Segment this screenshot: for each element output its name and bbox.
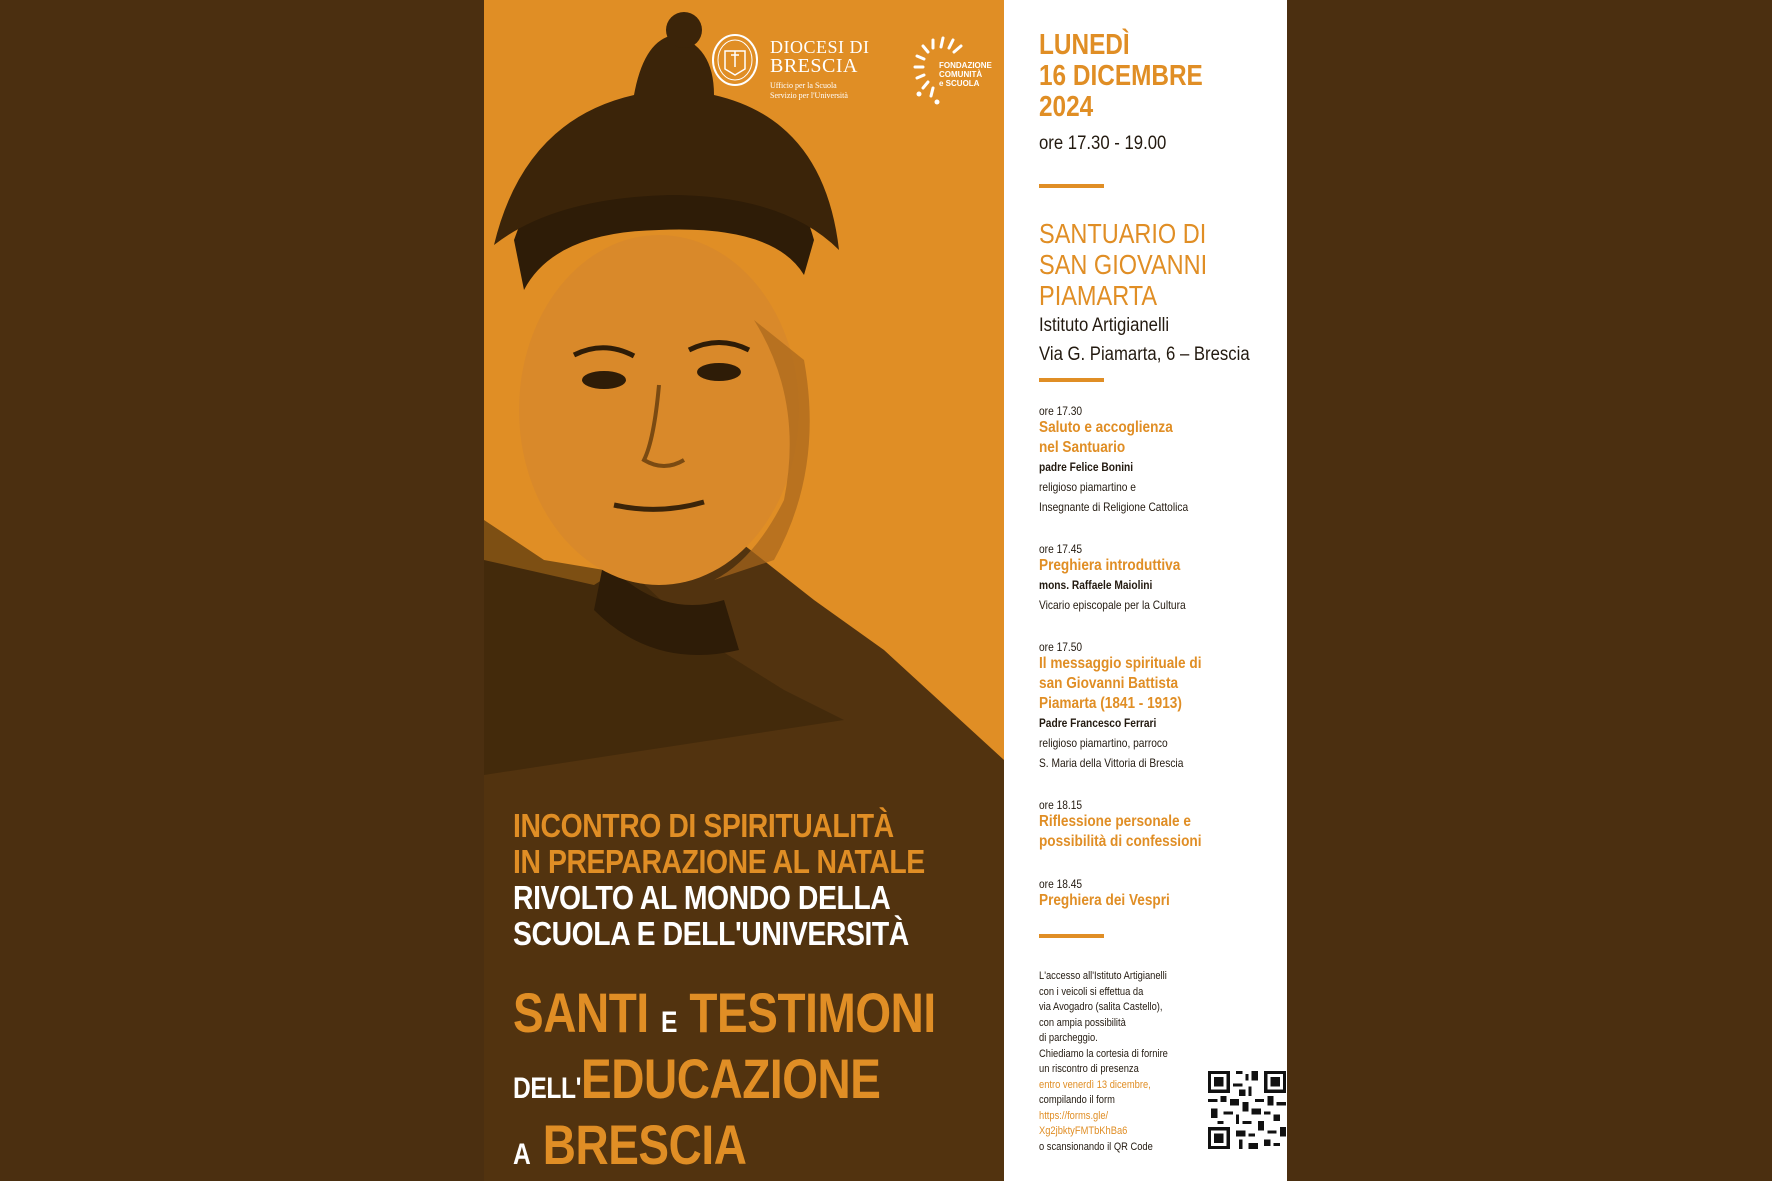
program-item — [1039, 798, 1289, 852]
poster-left-panel — [484, 0, 1004, 1181]
heading-line-4: SCUOLA E DELL'UNIVERSITÀ — [513, 915, 909, 952]
diocese-office-line-1: Ufficio per la Scuola — [770, 81, 837, 90]
program-title: possibilità di confessioni — [1039, 833, 1202, 850]
venue-line-2: SAN GIOVANNI — [1039, 249, 1208, 280]
program-item — [1039, 640, 1289, 773]
diocese-seal-icon — [711, 33, 759, 87]
diocese-office — [770, 81, 900, 101]
note-line: L'accesso all'Istituto Artigianelli — [1039, 970, 1167, 982]
program-title: Piamarta (1841 - 1913) — [1039, 695, 1182, 712]
main-title-word-a: A — [513, 1138, 531, 1171]
heading-line-3: RIVOLTO AL MONDO DELLA — [513, 879, 891, 916]
note-line: con ampia possibilità — [1039, 1016, 1126, 1029]
main-title-word-santi: SANTI — [513, 981, 649, 1044]
event-venue — [1039, 218, 1241, 311]
program-time: ore 18.45 — [1039, 877, 1083, 891]
foundation-name-line-2: COMUNITÀ — [939, 70, 983, 79]
venue-line-1: SANTUARIO DI — [1039, 218, 1207, 249]
foundation-name-line-3: e SCUOLA — [939, 79, 980, 88]
program-role: Vicario episcopale per la Cultura — [1039, 598, 1186, 612]
program-role: Insegnante di Religione Cattolica — [1039, 500, 1189, 514]
portrait-image — [484, 0, 1004, 775]
program-title: Saluto e accoglienza — [1039, 419, 1173, 436]
venue-line-3: PIAMARTA — [1039, 280, 1158, 311]
program-time: ore 18.15 — [1039, 798, 1083, 812]
main-title-word-testimoni: TESTIMONI — [689, 981, 936, 1044]
program-role: S. Maria della Vittoria di Brescia — [1039, 756, 1184, 770]
main-title-line-2 — [513, 1047, 907, 1117]
foundation-name-line-1: FONDAZIONE — [939, 61, 992, 70]
program-title: Il messaggio spirituale di — [1039, 655, 1202, 672]
event-date — [1039, 30, 1241, 123]
divider — [1039, 184, 1104, 188]
event-time: ore 17.30 - 19.00 — [1039, 133, 1167, 154]
foundation-name — [939, 61, 992, 88]
program-title: Preghiera introduttiva — [1039, 557, 1181, 574]
main-title-word-brescia: BRESCIA — [542, 1113, 747, 1176]
event-poster — [484, 0, 1287, 1181]
program-title: Riflessione personale e — [1039, 813, 1191, 830]
program-time: ore 17.30 — [1039, 404, 1083, 418]
program-title: nel Santuario — [1039, 439, 1126, 456]
main-title-word-e: E — [661, 1006, 678, 1039]
note-line: compilando il form — [1039, 1094, 1115, 1106]
date-line-1: LUNEDÌ — [1039, 29, 1130, 61]
event-address — [1039, 311, 1277, 369]
main-title-word-educazione: EDUCAZIONE — [581, 1047, 881, 1110]
main-title-word-dell: DELL' — [513, 1072, 582, 1105]
program-speaker: Padre Francesco Ferrari — [1039, 716, 1157, 730]
note-line: o scansionando il QR Code — [1039, 1140, 1153, 1153]
logos-header — [711, 33, 1001, 109]
program-role: religioso piamartino e — [1039, 480, 1136, 494]
date-line-3: 2024 — [1039, 91, 1094, 123]
program-title: Preghiera dei Vespri — [1039, 892, 1170, 909]
program-speaker: mons. Raffaele Maiolini — [1039, 578, 1153, 592]
diocese-name — [770, 38, 900, 76]
program-title: san Giovanni Battista — [1039, 675, 1179, 692]
main-title-line-1 — [513, 981, 936, 1051]
main-title — [513, 981, 993, 1181]
divider — [1039, 378, 1104, 382]
note-line: un riscontro di presenza — [1039, 1063, 1139, 1075]
heading-line-2: IN PREPARAZIONE AL NATALE — [513, 843, 925, 880]
program-time: ore 17.50 — [1039, 640, 1083, 654]
access-note — [1039, 969, 1219, 1155]
address-line-1: Istituto Artigianelli — [1039, 315, 1170, 336]
program-time: ore 17.45 — [1039, 542, 1083, 556]
diocese-office-line-2: Servizio per l'Università — [770, 91, 848, 100]
qr-code-icon[interactable] — [1208, 1070, 1286, 1150]
form-link[interactable]: https://forms.gle/ — [1039, 1109, 1109, 1122]
divider — [1039, 934, 1104, 938]
event-heading — [513, 808, 993, 952]
note-line: Chiediamo la cortesia di fornire — [1039, 1047, 1168, 1060]
note-line: di parcheggio. — [1039, 1032, 1098, 1044]
program-speaker: padre Felice Bonini — [1039, 460, 1134, 474]
program-item — [1039, 542, 1289, 615]
program-role: religioso piamartino, parroco — [1039, 736, 1168, 750]
program-item — [1039, 404, 1289, 517]
date-line-2: 16 DICEMBRE — [1039, 60, 1203, 92]
main-title-line-3 — [513, 1113, 907, 1181]
form-link[interactable]: Xg2jbktyFMTbKhBa6 — [1039, 1125, 1128, 1137]
note-deadline: entro venerdì 13 dicembre, — [1039, 1078, 1151, 1091]
program-item — [1039, 877, 1289, 911]
note-line: con i veicoli si effettua da — [1039, 985, 1144, 998]
note-line: via Avogadro (salita Castello), — [1039, 1001, 1163, 1013]
address-line-2: Via G. Piamarta, 6 – Brescia — [1039, 344, 1250, 365]
diocese-name-line-2: BRESCIA — [770, 55, 858, 77]
diocese-name-line-1: DIOCESI DI — [770, 37, 870, 57]
heading-line-1: INCONTRO DI SPIRITUALITÀ — [513, 807, 894, 844]
portrait-drawing — [484, 0, 1004, 775]
